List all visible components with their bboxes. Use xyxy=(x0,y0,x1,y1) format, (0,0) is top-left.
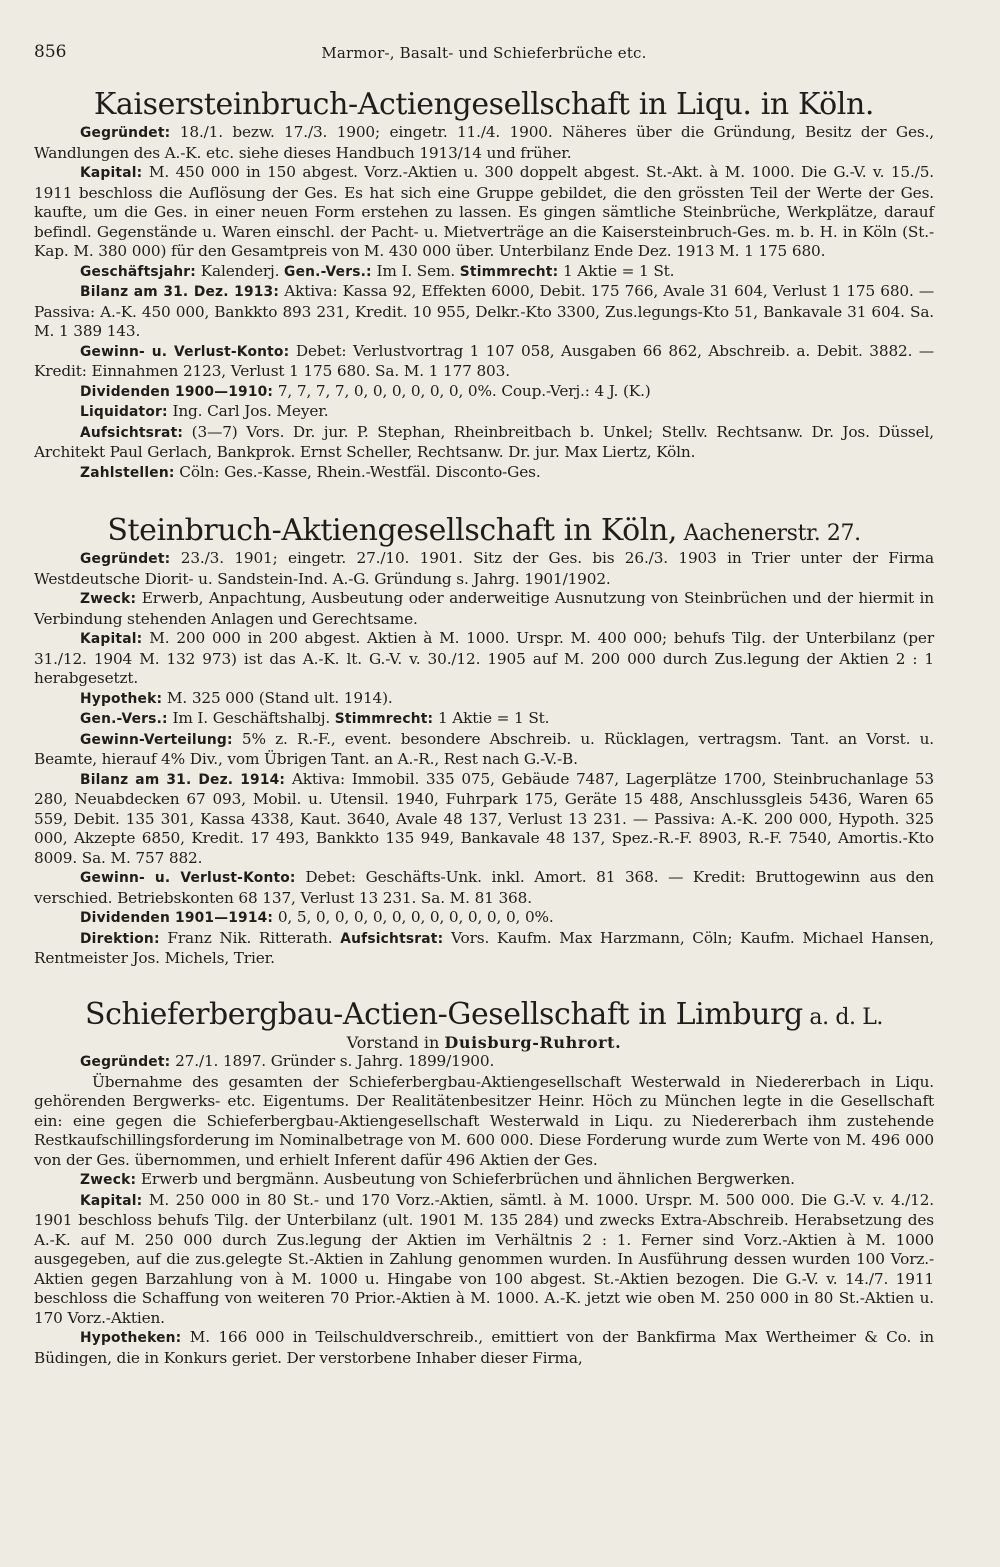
entry-paragraph xyxy=(34,402,934,423)
field-text: Vors. Kaufm. Max Harzmann, Cöln; Kaufm. Michael Hansen, Rentmeister Jos. Michels, Trier. xyxy=(34,928,934,967)
field-label: Gewinn- u. Verlust-Konto: xyxy=(80,870,296,886)
entry-paragraph xyxy=(34,382,934,403)
subtitle-city: Duisburg-Ruhrort. xyxy=(444,1032,622,1052)
entry-paragraph xyxy=(34,770,934,869)
field-text: 7, 7, 7, 7, 0, 0, 0, 0, 0, 0, 0%. Coup.-Verj.: 4 J. (K.) xyxy=(273,381,651,400)
field-label: Gewinn- u. Verlust-Konto: xyxy=(80,343,290,360)
field-text: Erwerb und bergmänn. Ausbeutung von Schieferbrüchen und ähnlichen Bergwerken. xyxy=(136,1170,795,1188)
company-title-location: a. d. L. xyxy=(802,1004,884,1030)
field-text: Kalenderj. xyxy=(196,261,285,280)
entry-paragraph xyxy=(34,908,934,929)
company-subtitle xyxy=(34,1033,934,1053)
field-label: Gen.-Vers.: xyxy=(284,263,372,280)
entry-paragraph xyxy=(34,589,934,629)
field-label: Gen.-Vers.: xyxy=(80,711,168,727)
company-title-address: Aachenerstr. 27. xyxy=(677,521,861,546)
field-label: Kapital: xyxy=(80,631,143,647)
entry-paragraph xyxy=(34,730,934,770)
field-text: 5% z. R.-F., event. besondere Abschreib. u. Rücklagen, vertragsm. Tant. an Vorst. u. Beamte, hierauf 4% Div., vom Übrigen Tant. an A.-R., Rest nach G.-V.-B. xyxy=(34,729,934,768)
field-label: Aufsichtsrat: xyxy=(340,930,444,947)
field-text: Im I. Sem. xyxy=(371,261,460,280)
field-label: Hypothek: xyxy=(80,690,163,707)
field-label: Stimmrecht: xyxy=(459,263,559,280)
field-text: Debet: Geschäfts-Unk. inkl. Amort. 81 368. — Kredit: Bruttogewinn aus den verschied. Betriebskonten 68 137, Verlust 13 231. Sa. M. 81 368. xyxy=(34,868,934,907)
field-label: Gewinn-Verteilung: xyxy=(80,731,233,748)
page-header xyxy=(34,38,934,64)
company-entry-steinbruch xyxy=(34,513,934,969)
entry-paragraph xyxy=(34,709,934,730)
entry-paragraph xyxy=(34,123,934,163)
field-text: M. 200 000 in 200 abgest. Aktien à M. 1000. Urspr. M. 400 000; behufs Tilg. der Unterbilanz (per 31./12. 1904 M. 132 973) ist das A.-K. lt. G.-V. v. 30./12. 1905 auf M. 200 000 durch Zus.legung der Aktien 2 : 1 herabgesetzt. xyxy=(34,629,934,687)
entry-paragraph xyxy=(34,1052,934,1073)
field-label: Direktion: xyxy=(80,930,160,947)
field-label: Dividenden 1901—1914: xyxy=(80,910,274,926)
field-label: Bilanz am 31. Dez. 1914: xyxy=(80,771,286,788)
field-label: Gegründet: xyxy=(80,125,171,141)
company-title: Kaisersteinbruch-Actiengesellschaft in Liqu. in Köln. xyxy=(93,87,875,122)
field-text: M. 250 000 in 80 St.- und 170 Vorz.-Aktien, sämtl. à M. 1000. Urspr. M. 500 000. Die G.-V. v. 4./12. 1901 beschloss behufs Tilg. der Unterbilanz (ult. 1901 M. 135 284) und zwecks Extra-Abschreib. Herabsetzung des A.-K. auf M. 250 000 durch Zus.legung der Aktien im Verhältnis 2 : 1. Ferner sind Vorz.-Aktien à M. 1000 ausgegeben, auf die zus.gelegte St.-Aktien in Zahlung genommen wurden. In Ausführung dessen wurden 100 Vorz.-Aktien gegen Barzahlung von à M. 1000 u. Hingabe von 100 abgest. St.-Aktien bezogen. Die G.-V. v. 14./7. 1911 beschloss die Schaffung von weiteren 70 Prior.-Aktien à M. 1000. A.-K. jetzt wie oben M. 250 000 in 80 St.-Aktien u. 170 Vorz.-Aktien. xyxy=(34,1190,934,1327)
field-label: Zweck: xyxy=(80,591,137,607)
field-text: Franz Nik. Ritterath. xyxy=(159,928,341,947)
field-label: Dividenden 1900—1910: xyxy=(80,383,274,400)
field-text: Erwerb, Anpachtung, Ausbeutung oder anderweitige Ausnutzung von Steinbrüchen und der hiermit in Verbindung stehenden Anlagen und Gerechtsame. xyxy=(34,589,934,628)
field-label: Zahlstellen: xyxy=(80,464,175,481)
field-label: Bilanz am 31. Dez. 1913: xyxy=(80,284,280,300)
field-text: Aktiva: Immobil. 335 075, Gebäude 7487, Lagerplätze 1700, Steinbruchanlage 53 280, Neuabdecken 67 093, Mobil. u. Utensil. 1940, Fuhrpark 175, Geräte 15 488, Anschlussgleis 5436, Waren 65 559, Debit. 135 301, Kassa 4338, Kaut. 3640, Avale 48 137, Verlust 13 231. — Passiva: A.-K. 200 000, Hypoth. 325 000, Akzepte 6850, Kredit. 17 493, Bankkto 135 949, Bankavale 48 137, Spez.-R.-F. 8903, R.-F. 7540, Amortis.-Kto 8009. Sa. M. 757 882. xyxy=(34,769,934,867)
company-title xyxy=(34,513,934,549)
document-page xyxy=(34,38,934,1368)
entry-paragraph xyxy=(34,463,934,484)
field-text: 0, 5, 0, 0, 0, 0, 0, 0, 0, 0, 0, 0, 0, 0%. xyxy=(273,908,554,926)
company-title-main: Schieferbergbau-Actien-Gesellschaft in Limburg xyxy=(84,996,803,1032)
field-label: Hypotheken: xyxy=(80,1330,182,1346)
page-number: 856 xyxy=(34,42,67,62)
field-label: Zweck: xyxy=(80,1172,137,1188)
running-title: Marmor-, Basalt- und Schieferbrüche etc. xyxy=(321,44,647,62)
field-label: Geschäftsjahr: xyxy=(80,263,196,280)
entry-paragraph xyxy=(34,689,934,710)
entry-paragraph xyxy=(34,629,934,689)
entry-paragraph xyxy=(34,1073,934,1171)
entry-paragraph xyxy=(34,163,934,262)
field-label: Kapital: xyxy=(80,165,143,181)
field-text: 1 Aktie = 1 St. xyxy=(558,261,675,280)
field-label: Kapital: xyxy=(80,1192,143,1209)
field-text: Debet: Verlustvortrag 1 107 058, Ausgaben 66 862, Abschreib. a. Debit. 3882. — Kredit: Einnahmen 2123, Verlust 1 175 680. Sa. M. 1 177 803. xyxy=(34,341,934,380)
field-text: M. 450 000 in 150 abgest. Vorz.-Aktien u. 300 doppelt abgest. St.-Akt. à M. 1000. Die G.-V. v. 15./5. 1911 beschloss die Auflösung der Ges. Es hat sich eine Gruppe gebildet, die den grössten Teil der Werte der Ges. kaufte, um die Ges. in einer neuen Form erstehen zu lassen. Es gingen sämtliche Steinbrüche, Werkplätze, darauf befindl. Gegenstände u. Waren einschl. der Pacht- u. Mietverträge an die Kaisersteinbruch-Ges. m. b. H. in Köln (St.-Kap. M. 380 000) für den Gesamtpreis von M. 430 000 über. Unterbilanz Ende Dez. 1913 M. 1 175 680. xyxy=(34,163,934,260)
field-label: Liquidator: xyxy=(80,404,168,420)
entry-paragraph xyxy=(34,1191,934,1329)
field-text: 27./1. 1897. Gründer s. Jahrg. 1899/1900. xyxy=(170,1052,495,1070)
field-text: Übernahme des gesamten der Schieferbergbau-Aktiengesellschaft Westerwald in Niedererbach in Liqu. gehörenden Bergwerks- etc. Eigentums. Der Realitätenbesitzer Heinr. Höch zu München legte in die Gesellschaft ein: eine gegen die Schieferbergbau-Aktiengesellschaft Westerwald in Liqu. zu Niedererbach ihm zustehende Restkaufschillingsforderung im Nominalbetrage von M. 600 000. Diese Forderung wurde zum Werte von M. 496 000 von der Ges. übernommen, und erhielt Inferent dafür 496 Aktien der Ges. xyxy=(34,1072,934,1169)
entry-paragraph xyxy=(34,549,934,589)
field-text: Ing. Carl Jos. Meyer. xyxy=(167,402,329,420)
field-label: Stimmrecht: xyxy=(334,711,434,727)
entry-paragraph xyxy=(34,282,934,342)
field-label: Aufsichtsrat: xyxy=(80,424,184,441)
company-title xyxy=(34,997,934,1033)
entry-paragraph xyxy=(34,262,934,283)
field-label: Gegründet: xyxy=(80,551,171,567)
field-text: M. 166 000 in Teilschuldverschreib., emittiert von der Bankfirma Max Wertheimer & Co. in Büdingen, die in Konkurs geriet. Der verstorbene Inhaber dieser Firma, xyxy=(34,1328,934,1367)
field-text: 1 Aktie = 1 St. xyxy=(433,709,550,727)
field-text: M. 325 000 (Stand ult. 1914). xyxy=(162,688,393,707)
field-text: 18./1. bezw. 17./3. 1900; eingetr. 11./4. 1900. Näheres über die Gründung, Besitz der Ges., Wandlungen des A.-K. etc. siehe dieses Handbuch 1913/14 und früher. xyxy=(34,123,934,162)
entry-paragraph xyxy=(34,929,934,969)
entry-paragraph xyxy=(34,868,934,908)
entry-paragraph xyxy=(34,423,934,463)
subtitle-prefix: Vorstand in xyxy=(346,1032,445,1052)
field-text: (3—7) Vors. Dr. jur. P. Stephan, Rheinbreitbach b. Unkel; Stellv. Rechtsanw. Dr. Jos. Düssel, Architekt Paul Gerlach, Bankprok. Ernst Scheller, Rechtsanw. Dr. jur. Max Liertz, Köln. xyxy=(34,422,934,461)
field-text: Aktiva: Kassa 92, Effekten 6000, Debit. 175 766, Avale 31 604, Verlust 1 175 680. — Passiva: A.-K. 450 000, Bankkto 893 231, Kredit. 10 955, Delkr.-Kto 3300, Zus.legungs-Kto 51, Bankavale 31 604. Sa. M. 1 389 143. xyxy=(34,282,935,340)
entry-paragraph xyxy=(34,1328,934,1368)
field-label: Gegründet: xyxy=(80,1054,171,1070)
company-title-main: Steinbruch-Aktiengesellschaft in Köln, xyxy=(107,513,678,548)
field-text: Cöln: Ges.-Kasse, Rhein.-Westfäl. Disconto-Ges. xyxy=(174,462,541,481)
company-entry-kaisersteinbruch xyxy=(34,87,934,483)
field-text: 23./3. 1901; eingetr. 27./10. 1901. Sitz der Ges. bis 26./3. 1903 in Trier unter der Firma Westdeutsche Diorit- u. Sandstein-Ind. A.-G. Gründung s. Jahrg. 1901/1902. xyxy=(34,549,934,588)
company-entry-schieferbergbau xyxy=(34,997,934,1369)
entry-paragraph xyxy=(34,1170,934,1191)
entry-paragraph xyxy=(34,342,934,382)
field-text: Im I. Geschäftshalbj. xyxy=(167,709,335,727)
